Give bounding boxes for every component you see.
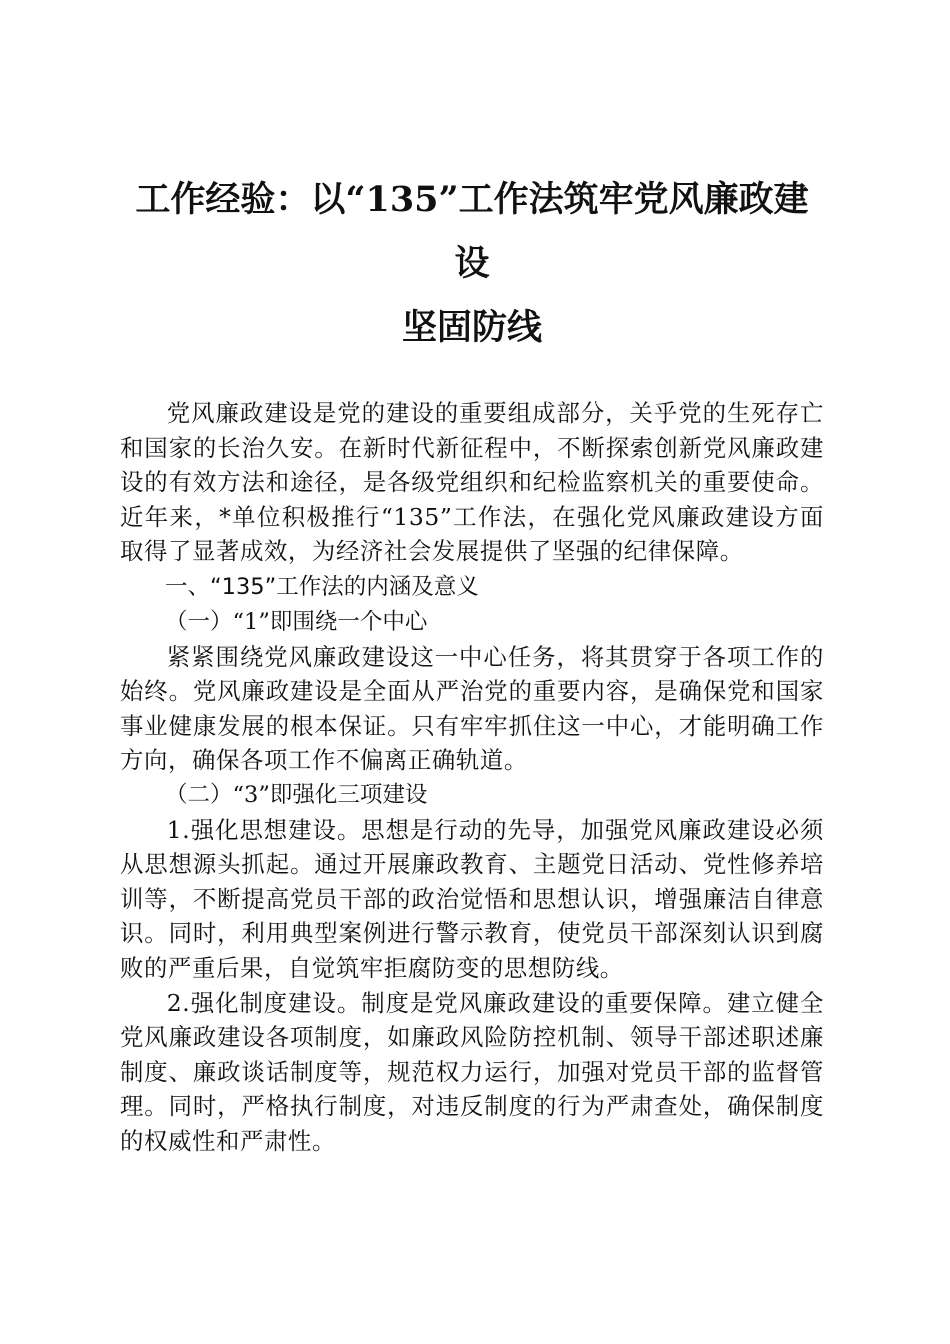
document-page [120, 168, 824, 1158]
item-2-paragraph: 2.强化制度建设。制度是党风廉政建设的重要保障。建立健全党风廉政建设各项制度，如廉政风险防控机制、领导干部述职述廉制度、廉政谈话制度等，规范权力运行，加强对党员干部的监督管理。同时，严格执行制度，对违反制度的行为严肃查处，确保制度的权威性和严肃性。 [120, 988, 824, 1155]
document-title [120, 168, 824, 360]
item-1-paragraph: 1.强化思想建设。思想是行动的先导，加强党风廉政建设必须从思想源头抓起。通过开展廉政教育、主题党日活动、党性修养培训等，不断提高党员干部的政治觉悟和思想认识，增强廉洁自律意识。同时，利用典型案例进行警示教育，使党员干部深刻认识到腐败的严重后果，自觉筑牢拒腐防变的思想防线。 [120, 815, 824, 982]
title-line-2: 坚固防线 [401, 307, 542, 348]
intro-paragraph: 党风廉政建设是党的建设的重要组成部分，关乎党的生死存亡和国家的长治久安。在新时代新征程中，不断探索创新党风廉政建设的有效方法和途径，是各级党组织和纪检监察机关的重要使命。近年来，*单位积极推行“135”工作法，在强化党风廉政建设方面取得了显著成效，为经济社会发展提供了坚强的纪律保障。 [120, 399, 824, 566]
document-body [120, 396, 824, 1158]
title-line-1: 工作经验：以“135”工作法筑牢党风廉政建设 [135, 179, 809, 284]
subsection-2-heading: （二）“3”即强化三项建设 [165, 781, 428, 808]
subsection-1-heading: （一）“1”即围绕一个中心 [165, 608, 428, 635]
section-1-heading: 一、“135”工作法的内涵及意义 [165, 573, 479, 600]
subsection-1-paragraph: 紧紧围绕党风廉政建设这一中心任务，将其贯穿于各项工作的始终。党风廉政建设是全面从严治党的重要内容，是确保党和国家事业健康发展的根本保证。只有牢牢抓住这一中心，才能明确工作方向，确保各项工作不偏离正确轨道。 [120, 642, 824, 775]
